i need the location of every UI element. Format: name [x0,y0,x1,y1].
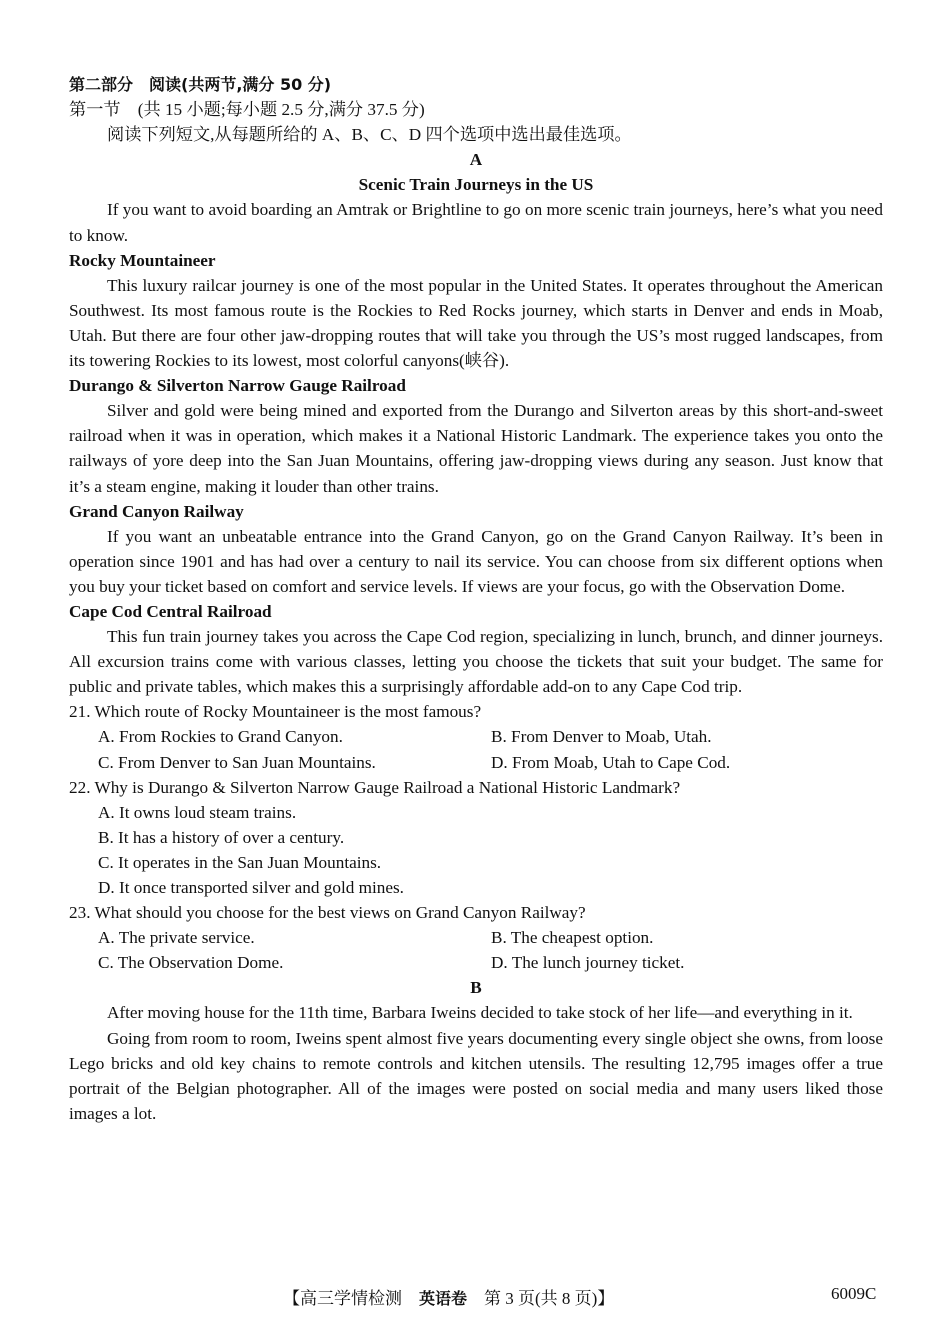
option-21-d: D. From Moab, Utah to Cape Cod. [491,752,731,772]
page-footer [283,1284,614,1309]
option-23-a: A. The private service. [98,928,255,948]
option-21-a: A. From Rockies to Grand Canyon. [98,727,343,747]
option-22-a: A. It owns loud steam trains. [98,802,297,822]
section-heading-rocky-mountaineer: Rocky Mountaineer [69,250,216,270]
option-23-b: B. The cheapest option. [491,928,654,948]
footer-page-info: 第 3 页(共 8 页) [467,1289,598,1308]
question-23-options [69,925,883,975]
section-heading-grand-canyon: Grand Canyon Railway [69,501,244,521]
option-23-d: D. The lunch journey ticket. [491,953,685,973]
section-body-cape-cod: This fun train journey takes you across the Cape Cod region, specializing in lunch, brunch, and dinner journeys. All excursion trains come with various classes, letting you choose the tickets that suit your budget. The same for public and private tables, which makes this a surprisingly affordable add-on to any Cape Cod trip. [69,627,883,697]
option-22-c: C. It operates in the San Juan Mountains. [98,852,382,872]
passage-a-intro: If you want to avoid boarding an Amtrak or Brightline to go on more scenic train journeys, here’s what you need to know. [69,200,883,245]
exam-code: 6009C [831,1284,877,1303]
passage-b-label: B [470,978,482,998]
section-body-rocky-mountaineer: This luxury railcar journey is one of the most popular in the United States. It operates throughout the American Southwest. Its most famous route is the Rockies to Red Rocks journey, which starts in Denver and ends in Moab, Utah. But there are four other jaw-dropping routes that will take you through the US’s most rugged landscapes, from its towering Rockies to its lowest, most colorful canyons(峡谷). [69,275,883,371]
question-21: 21. Which route of Rocky Mountaineer is the most famous? [69,702,482,722]
footer-exam-name: 高三学情检测 [300,1289,419,1308]
section-title: 第一节 (共 15 小题;每小题 2.5 分,满分 37.5 分) [69,100,425,120]
option-22-b: B. It has a history of over a century. [98,827,345,847]
passage-a-title: Scenic Train Journeys in the US [358,175,594,195]
section-heading-durango-silverton: Durango & Silverton Narrow Gauge Railroad [69,376,406,396]
option-22-d: D. It once transported silver and gold mines. [98,878,404,897]
passage-a-label: A [469,150,483,170]
exam-page [69,72,883,1126]
instructions: 阅读下列短文,从每题所给的 A、B、C、D 四个选项中选出最佳选项。 [107,125,632,145]
section-body-durango-silverton: Silver and gold were being mined and exported from the Durango and Silverton areas by this short-and-sweet railroad when it was in operation, which makes it a National Historic Landmark. The experience takes you onto the railways of yore deep into the San Juan Mountains, offering jaw-dropping views during any season. Just know that it’s a steam engine, making it louder than other trains. [69,401,883,496]
footer-subject: 英语卷 [419,1289,468,1308]
section-heading-cape-cod: Cape Cod Central Railroad [69,601,272,621]
footer-close-bracket: 】 [597,1289,615,1308]
footer-open-bracket: 【 [283,1289,300,1308]
question-23: 23. What should you choose for the best views on Grand Canyon Railway? [69,903,586,923]
question-21-options [69,724,883,774]
option-21-b: B. From Denver to Moab, Utah. [491,727,712,747]
option-23-c: C. The Observation Dome. [98,953,284,973]
question-22: 22. Why is Durango & Silverton Narrow Gauge Railroad a National Historic Landmark? [69,777,681,797]
option-21-c: C. From Denver to San Juan Mountains. [98,752,376,772]
passage-b-paragraph-1: After moving house for the 11th time, Barbara Iweins decided to take stock of her life—and everything in it. [107,1003,853,1023]
section-body-grand-canyon: If you want an unbeatable entrance into the Grand Canyon, go on the Grand Canyon Railway. It’s been in operation since 1901 and has had over a century to nail its service. You can choose from six different options when you buy your ticket based on comfort and service levels. If views are your focus, go with the Observation Dome. [69,526,883,596]
part-title: 第二部分 阅读(共两节,满分 50 分) [69,75,332,94]
passage-b-paragraph-2: Going from room to room, Iweins spent almost five years documenting every single object she owns, from loose Lego bricks and old key chains to remote controls and kitchen utensils. The resulting 12,795 images offer a true portrait of the Belgian photographer. All of the images were posted on social media and many users liked those images a lot. [69,1028,883,1123]
